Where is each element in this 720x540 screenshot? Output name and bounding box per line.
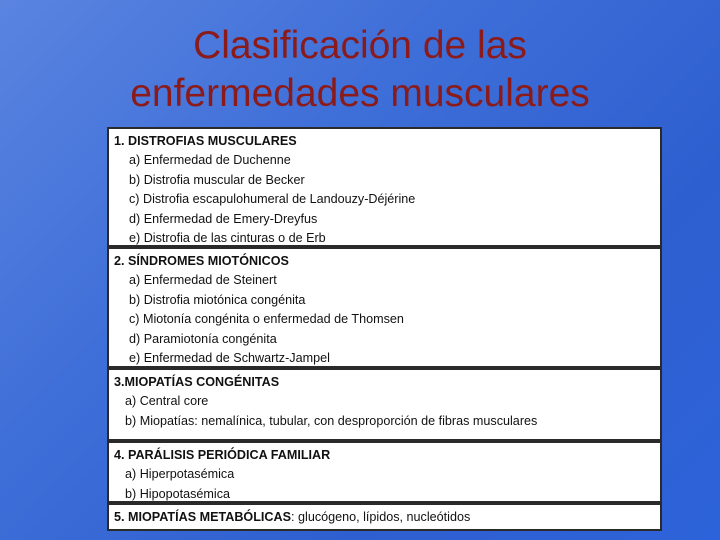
list-item: a) Central core bbox=[125, 394, 209, 408]
list-item: e) Enfermedad de Schwartz-Jampel bbox=[129, 351, 330, 365]
list-item: a) Hiperpotasémica bbox=[125, 467, 235, 481]
list-item: a) Enfermedad de Duchenne bbox=[129, 153, 291, 167]
list-item: d) Paramiotonía congénita bbox=[129, 331, 277, 346]
list-item: c) Distrofia escapulohumeral de Landouzy-Déjérine bbox=[129, 192, 416, 206]
title-line-2: enfermedades musculares bbox=[130, 72, 590, 115]
list-item: e) Distrofia de las cinturas o de Erb bbox=[129, 231, 326, 245]
slide-title bbox=[0, 22, 720, 118]
list-item: b) Hipopotasémica bbox=[125, 486, 230, 501]
section-heading: 2. SÍNDROMES MIOTÓNICOS bbox=[114, 254, 289, 268]
section-heading: 4. PARÁLISIS PERIÓDICA FAMILIAR bbox=[114, 448, 331, 462]
list-item: b) Miopatías: nemalínica, tubular, con desproporción de fibras musculares bbox=[125, 413, 538, 428]
section-miopatias-metabolicas bbox=[107, 503, 662, 531]
section-sindromes-miotonicos bbox=[107, 247, 662, 368]
list-item: d) Enfermedad de Emery-Dreyfus bbox=[129, 211, 318, 226]
title-line-1: Clasificación de las bbox=[193, 24, 527, 67]
section-heading: 3.MIOPATÍAS CONGÉNITAS bbox=[114, 375, 280, 389]
section-heading: 5. MIOPATÍAS METABÓLICAS bbox=[114, 510, 292, 524]
section-distrofias bbox=[107, 127, 662, 247]
list-item: c) Miotonía congénita o enfermedad de Thomsen bbox=[129, 312, 404, 326]
section-paralisis-periodica bbox=[107, 441, 662, 503]
section-heading: 1. DISTROFIAS MUSCULARES bbox=[114, 134, 297, 148]
list-item: b) Distrofia muscular de Becker bbox=[129, 172, 305, 187]
section-miopatias-congenitas bbox=[107, 368, 662, 441]
list-item: a) Enfermedad de Steinert bbox=[129, 273, 277, 287]
section-heading-detail: : glucógeno, lípidos, nucleótidos bbox=[291, 510, 471, 524]
list-item: b) Distrofia miotónica congénita bbox=[129, 292, 306, 307]
section-heading-row bbox=[114, 508, 654, 527]
